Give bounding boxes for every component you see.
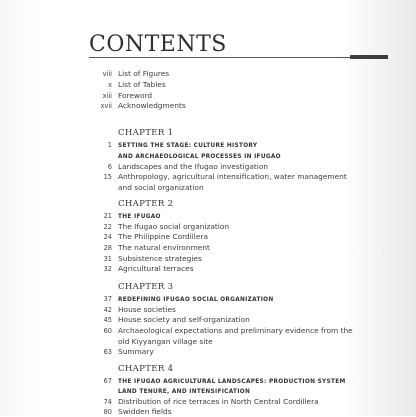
contents-entry — [84, 315, 250, 325]
contents-entry — [84, 326, 353, 336]
page-number: 6 — [107, 163, 112, 171]
page-number: 45 — [103, 316, 112, 324]
contents-entry — [84, 337, 213, 346]
entry-title: Distribution of rice terraces in North Central Cordillera — [118, 397, 319, 406]
contents-entry — [84, 162, 268, 172]
entry-title: Subsistence strategies — [118, 254, 202, 263]
entry-title: Acknowledgments — [118, 101, 186, 110]
contents-entry — [84, 386, 250, 397]
contents-entry — [84, 69, 169, 79]
entry-title: THE IFUGAO — [118, 214, 161, 220]
page-number: 1 — [107, 141, 112, 149]
page-number: 31 — [103, 255, 112, 263]
page-title: CONTENTS — [89, 32, 227, 57]
chapter-heading: CHAPTER 4 — [118, 364, 174, 374]
page-number: 15 — [103, 173, 112, 181]
page-number: 32 — [103, 265, 112, 273]
contents-entry — [84, 183, 204, 192]
entry-title: AND ARCHAEOLOGICAL PROCESSES IN IFUGAO — [118, 154, 281, 160]
entry-title: List of Tables — [118, 80, 166, 89]
page-number: 42 — [103, 306, 112, 314]
entry-title: Foreword — [118, 91, 153, 100]
entry-title: Anthropology, agricultural intensification, water management — [118, 172, 347, 181]
chapter-heading: CHAPTER 1 — [118, 128, 174, 138]
page-number: 63 — [103, 348, 112, 356]
page-number: viii — [102, 70, 112, 78]
contents-entry — [84, 397, 319, 407]
entry-title: Swidden fields — [118, 407, 172, 416]
contents-entry — [84, 172, 347, 182]
contents-entry — [84, 222, 229, 232]
entry-title: Agricultural terraces — [118, 264, 194, 273]
contents-entry — [84, 211, 161, 222]
entry-title: List of Figures — [118, 69, 170, 78]
entry-title: SETTING THE STAGE: CULTURE HISTORY — [118, 143, 258, 149]
entry-title: REDEFINING IFUGAO SOCIAL ORGANIZATION — [118, 297, 274, 303]
chapter-heading: CHAPTER 2 — [118, 199, 174, 209]
page-number: 21 — [103, 212, 112, 220]
contents-entry — [84, 80, 166, 90]
contents-entry — [84, 151, 281, 162]
entry-title: Summary — [118, 347, 154, 356]
contents-entry — [84, 264, 194, 274]
page-number: xiii — [102, 92, 112, 100]
entry-title: Archaeological expectations and preliminary evidence from the — [118, 326, 353, 335]
page-number: 37 — [103, 295, 112, 303]
contents-entry — [84, 305, 176, 315]
page-number: 28 — [103, 244, 112, 252]
entry-title: old Kiyyangan village site — [118, 337, 213, 346]
page-number: 74 — [103, 398, 112, 406]
entry-title: LAND TENURE, AND INTENSIFICATION — [118, 389, 251, 395]
entry-title: and social organization — [118, 183, 204, 192]
entry-title: THE IFUGAO AGRICULTURAL LANDSCAPES: PRODUCTION SYSTEM — [118, 379, 346, 385]
entry-title: The Ifugao social organization — [118, 222, 230, 231]
contents-entry — [84, 294, 274, 305]
contents-entry — [84, 243, 210, 253]
page-number: 80 — [103, 408, 112, 416]
page-number: x — [108, 81, 112, 89]
page-number: 22 — [103, 223, 112, 231]
entry-title: The Philippine Cordillera — [118, 232, 208, 241]
chapter-heading: CHAPTER 3 — [118, 282, 174, 292]
contents-entry — [84, 101, 186, 111]
contents-entry — [84, 91, 152, 101]
entry-title: Landscapes and the Ifugao investigation — [118, 162, 269, 171]
contents-entry — [84, 347, 154, 357]
contents-entry — [84, 232, 208, 242]
contents-entry — [84, 140, 257, 151]
page-number: 67 — [103, 377, 112, 385]
entry-title: House societies — [118, 305, 176, 314]
entry-title: The natural environment — [118, 243, 210, 252]
contents-entry — [84, 254, 202, 264]
page-number: 24 — [103, 233, 112, 241]
entry-title: House society and self-organization — [118, 315, 250, 324]
page-number: 60 — [103, 327, 112, 335]
page-number: xvii — [100, 102, 112, 110]
